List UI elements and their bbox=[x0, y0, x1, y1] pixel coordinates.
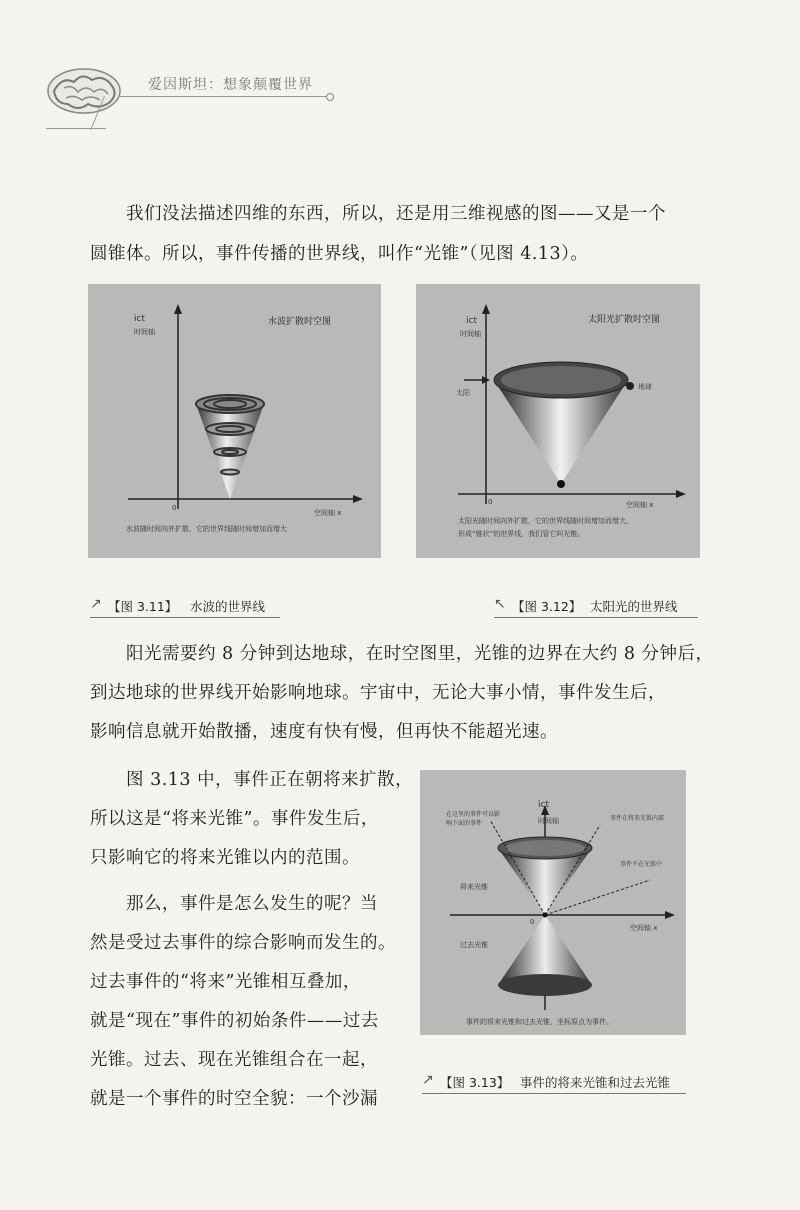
paragraph-line: 圆锥体。所以，事件传播的世界线，叫作“光锥”（见图 4.13）。 bbox=[90, 244, 589, 264]
axis-y-label: ict bbox=[538, 800, 549, 810]
axis-y-sublabel: 时间轴 bbox=[134, 328, 155, 336]
paragraph-line: 所以这是“将来光锥”。事件发生后， bbox=[90, 809, 379, 829]
brain-icon bbox=[44, 66, 124, 116]
axis-y-sublabel: 时间轴 bbox=[538, 817, 559, 825]
figure-3-13 bbox=[420, 770, 686, 1035]
figure-note: 形成“锥状”的世界线，我们管它叫光锥。 bbox=[458, 530, 585, 538]
paragraph-line: 只影响它的将来光锥以内的范围。 bbox=[90, 848, 360, 868]
paragraph-line: 就是“现在”事件的初始条件——过去 bbox=[90, 1011, 379, 1031]
caption-number: 【图 3.11】 bbox=[108, 599, 178, 614]
figure-title: 太阳光扩散时空图 bbox=[588, 315, 661, 325]
running-title: 爱因斯坦：想象颠覆世界 bbox=[148, 77, 313, 93]
header-rule-bottom bbox=[46, 128, 106, 129]
paragraph-line: 我们没法描述四维的东西，所以，还是用三维视感的图——又是一个 bbox=[126, 204, 666, 224]
figure-title: 水波扩散时空图 bbox=[268, 317, 332, 327]
paragraph-line: 那么，事件是怎么发生的呢？当 bbox=[126, 894, 378, 914]
figure-3-12 bbox=[416, 284, 700, 558]
brain-logo bbox=[44, 66, 124, 116]
header-dot bbox=[326, 93, 334, 101]
origin-label: 0 bbox=[172, 504, 177, 512]
caption-arrow-icon: ↗ bbox=[422, 1072, 434, 1088]
axis-x-label: 空间轴 x bbox=[630, 924, 658, 932]
figure-3-11 bbox=[88, 284, 381, 558]
future-cone-label: 将来光锥 bbox=[460, 883, 488, 891]
axis-y-label: ict bbox=[466, 316, 477, 326]
sun-label: 太阳 bbox=[456, 389, 470, 397]
past-cone-label: 过去光锥 bbox=[460, 941, 488, 949]
axis-x-label: 空间轴 x bbox=[626, 501, 654, 509]
origin-label: 0 bbox=[488, 498, 493, 506]
caption-number: 【图 3.13】 bbox=[440, 1075, 510, 1090]
earth-label: 地球 bbox=[638, 383, 652, 391]
paragraph-line: 然是受过去事件的综合影响而发生的。 bbox=[90, 933, 396, 953]
caption-rule bbox=[494, 617, 698, 618]
caption-arrow-icon: ↗ bbox=[90, 596, 102, 612]
paragraph-line: 影响信息就开始散播，速度有快有慢，但再快不能超光速。 bbox=[90, 722, 558, 742]
paragraph-line: 就是一个事件的时空全貌：一个沙漏 bbox=[90, 1089, 378, 1109]
axis-y-sublabel: 时间轴 bbox=[460, 330, 481, 338]
axis-y-label: ict bbox=[134, 314, 145, 324]
figure-note: 太阳光随时间向外扩散，它的世界线随时间增加而增大， bbox=[458, 517, 633, 525]
paragraph-line: 图 3.13 中，事件正在朝将来扩散， bbox=[126, 770, 414, 790]
annotation: 在这里的事件可以影响下面的事件 bbox=[446, 811, 501, 827]
origin-label: 0 bbox=[530, 918, 535, 926]
caption-number: 【图 3.12】 bbox=[512, 599, 582, 614]
axis-x-label: 空间轴 x bbox=[314, 509, 342, 517]
caption-arrow-icon: ↖ bbox=[494, 596, 506, 612]
caption-text: 太阳光的世界线 bbox=[590, 599, 678, 614]
paragraph-line: 到达地球的世界线开始影响地球。宇宙中，无论大事小情，事件发生后， bbox=[90, 683, 666, 703]
paragraph-line: 过去事件的“将来”光锥相互叠加， bbox=[90, 972, 361, 992]
caption-rule bbox=[90, 617, 280, 618]
header-rule bbox=[118, 96, 328, 97]
annotation: 事件不在光锥中 bbox=[620, 861, 663, 868]
annotation: 事件在将来光锥内部 bbox=[610, 815, 665, 822]
paragraph-line: 光锥。过去、现在光锥组合在一起， bbox=[90, 1050, 378, 1070]
paragraph-line: 阳光需要约 8 分钟到达地球，在时空图里，光锥的边界在大约 8 分钟后， bbox=[126, 644, 714, 664]
figure-note: 事件的将来光锥和过去光锥，坐标原点为事件。 bbox=[466, 1018, 613, 1026]
caption-rule bbox=[422, 1093, 686, 1094]
caption-text: 事件的将来光锥和过去光锥 bbox=[520, 1075, 671, 1090]
figure-note: 水波随时间向外扩散，它的世界线随时间增加而增大 bbox=[126, 525, 287, 533]
caption-text: 水波的世界线 bbox=[190, 599, 266, 614]
